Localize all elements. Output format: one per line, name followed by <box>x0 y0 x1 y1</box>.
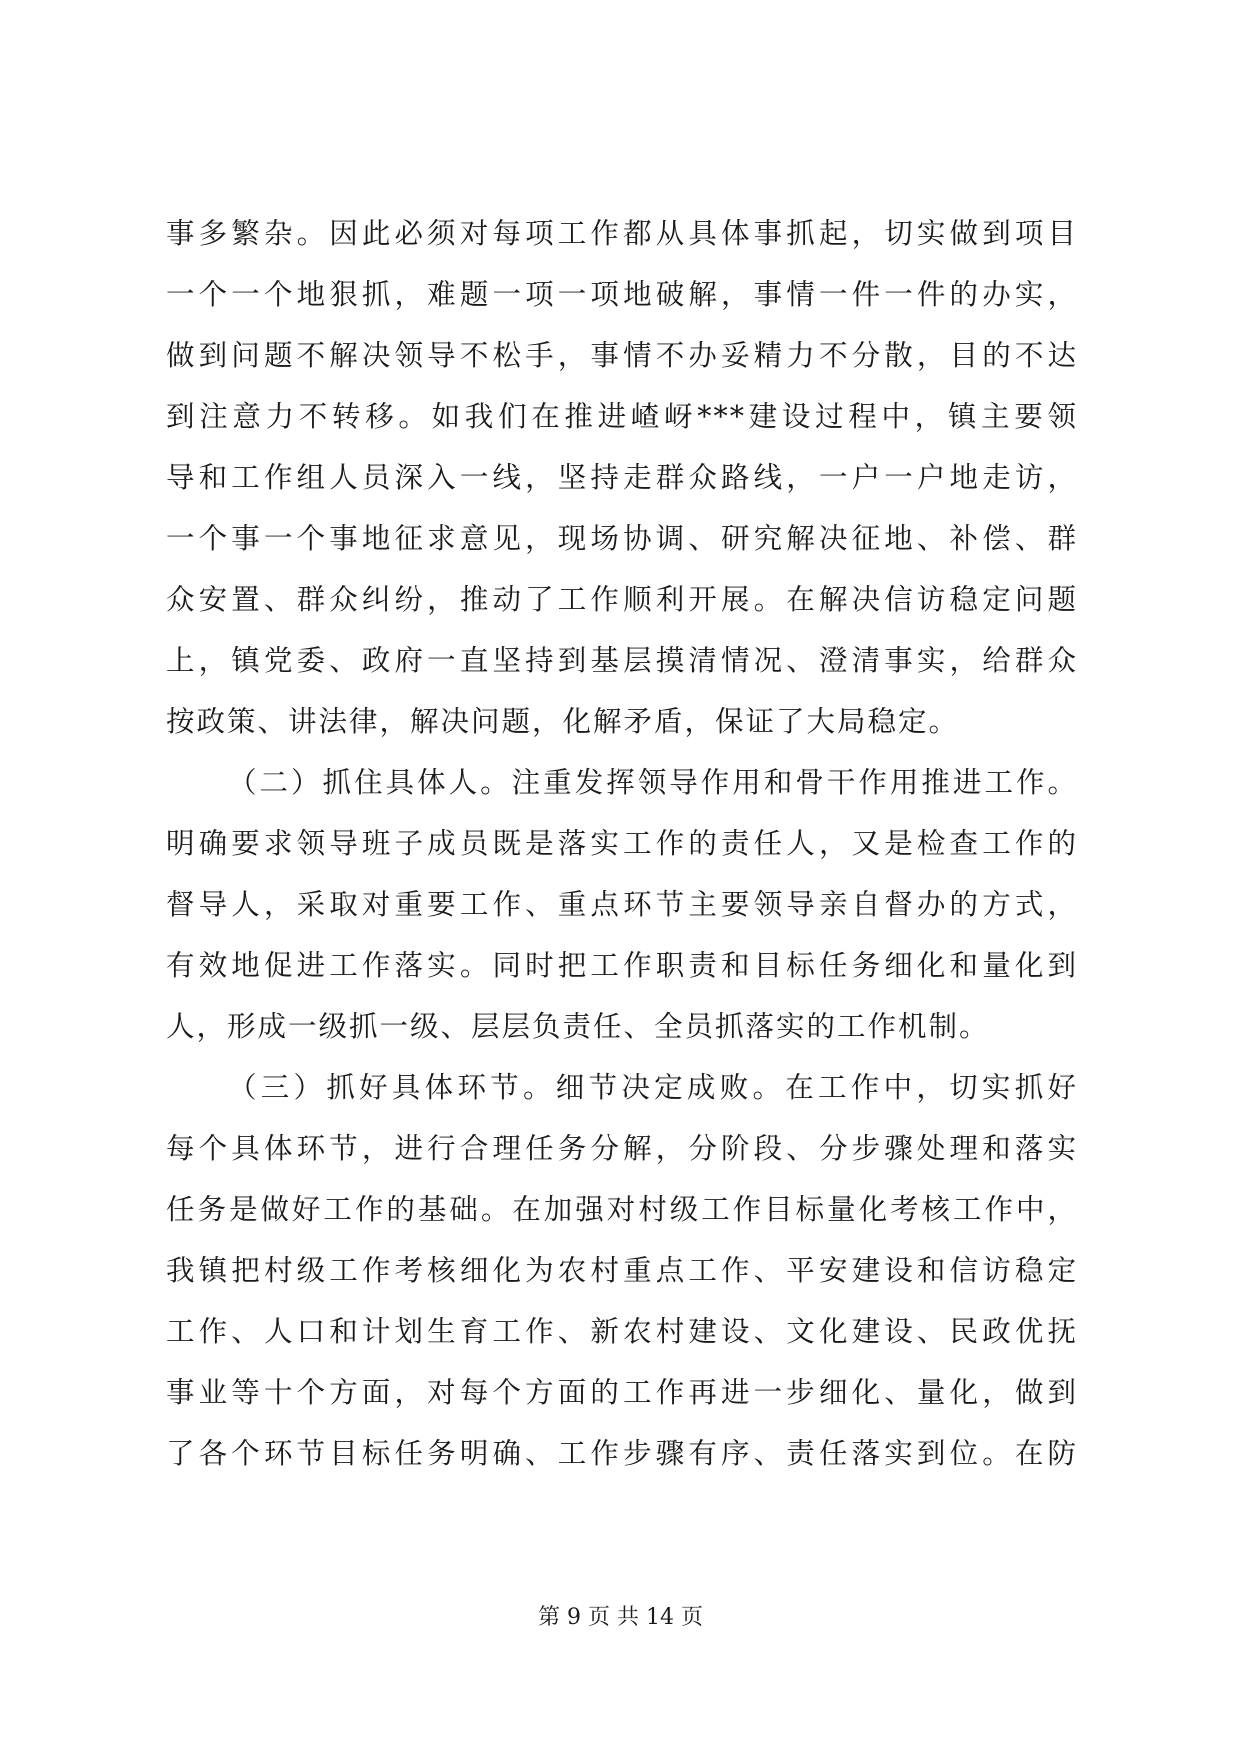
body-text-line: 做到问题不解决领导不松手，事情不办妥精力不分散，目的不达 <box>166 339 1078 372</box>
section-heading-line: （三）抓好具体环节。细节决定成败。在工作中，切实抓好 <box>228 1071 1078 1104</box>
body-text-line: 上，镇党委、政府一直坚持到基层摸清情况、澄清事实，给群众 <box>166 644 1078 677</box>
body-text-line: 我镇把村级工作考核细化为农村重点工作、平安建设和信访稳定 <box>166 1254 1078 1287</box>
body-text-line: 事多繁杂。因此必须对每项工作都从具体事抓起，切实做到项目 <box>166 217 1078 250</box>
body-text-line: 工作、人口和计划生育工作、新农村建设、文化建设、民政优抚 <box>166 1315 1078 1348</box>
page-number-footer: 第 9 页 共 14 页 <box>538 1605 703 1630</box>
body-text-line: 任务是做好工作的基础。在加强对村级工作目标量化考核工作中， <box>166 1193 1078 1226</box>
section-heading-line: （二）抓住具体人。注重发挥领导作用和骨干作用推进工作。 <box>228 766 1078 799</box>
body-text-line: 一个事一个事地征求意见，现场协调、研究解决征地、补偿、群 <box>166 522 1078 555</box>
body-text-line: 有效地促进工作落实。同时把工作职责和目标任务细化和量化到 <box>166 949 1078 982</box>
body-text-line: 人，形成一级抓一级、层层负责任、全员抓落实的工作机制。 <box>166 1010 990 1043</box>
body-text-line: 按政策、讲法律，解决问题，化解矛盾，保证了大局稳定。 <box>166 705 960 738</box>
body-text-line: 了各个环节目标任务明确、工作步骤有序、责任落实到位。在防 <box>166 1437 1078 1470</box>
body-text-line: 事业等十个方面，对每个方面的工作再进一步细化、量化，做到 <box>166 1376 1078 1409</box>
body-text-line: 明确要求领导班子成员既是落实工作的责任人，又是检查工作的 <box>166 827 1078 860</box>
body-text-line: 每个具体环节，进行合理任务分解，分阶段、分步骤处理和落实 <box>166 1132 1078 1165</box>
body-text-line: 一个一个地狠抓，难题一项一项地破解，事情一件一件的办实， <box>166 278 1078 311</box>
body-text-line: 督导人，采取对重要工作、重点环节主要领导亲自督办的方式， <box>166 888 1078 921</box>
body-text-line: 到注意力不转移。如我们在推进嵖岈***建设过程中，镇主要领 <box>166 400 1078 433</box>
body-text-line: 导和工作组人员深入一线，坚持走群众路线，一户一户地走访， <box>166 461 1078 494</box>
body-text-line: 众安置、群众纠纷，推动了工作顺利开展。在解决信访稳定问题 <box>166 583 1078 616</box>
